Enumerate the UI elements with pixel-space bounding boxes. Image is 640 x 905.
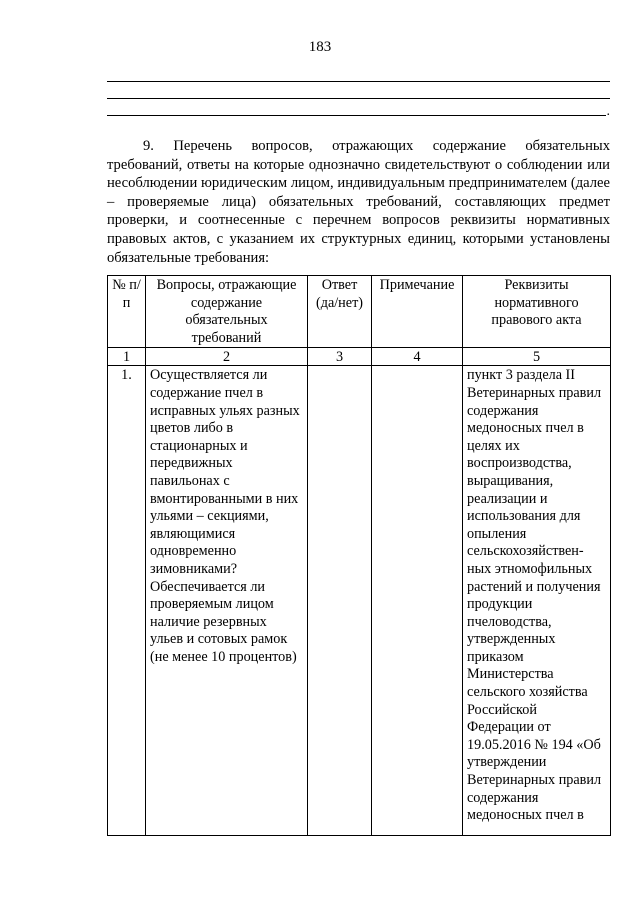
header-num: № п/п [108,276,146,348]
section-9-paragraph: 9. Перечень вопросов, отражающих содержание обязательных требований, ответы на которые однозначно свидетельствуют о соблюдении или несоблюдении юридическим лицом, индивидуальным предпринимателем (далее – проверяемые лица) обязательных требований, составляющих предмет проверки, и соотнесенные с перечнем вопросов реквизиты нормативных правовых актов, с указанием их структурных единиц, которыми установлены обязательные требования: [107,138,610,266]
column-number: 4 [372,348,463,366]
header-note: Примечание [372,276,463,348]
header-answer: Ответ (да/нет) [308,276,372,348]
row-number: 1. [108,366,146,836]
requirements-table [107,275,611,836]
page-number: 183 [308,39,332,55]
column-number: 1 [108,348,146,366]
table-row [108,366,611,836]
row-question: Осуществляется ли содержание пчел в исправных ульях разных цветов либо в стационарных и передвижных павильонах с вмонтированными в них ульями – секциями, являющимися одновременно зимовниками? Обеспечивается ли проверяемым лицом наличие резервных ульев и сотовых рамок (не менее 10 процентов) [146,366,308,836]
row-requisites: пункт 3 раздела II Ветеринарных правил содержания медоносных пчел в целях их воспроизводства, выращивания, реализации и использования для опыления сельскохозяйствен-ных этномофильных растений и получения продукции пчеловодства, утвержденных приказом Министерства сельского хозяйства Российской Федерации от 19.05.2016 № 194 «Об утверждении Ветеринарных правил содержания медоносных пчел в [463,366,611,836]
column-number: 3 [308,348,372,366]
column-number: 2 [146,348,308,366]
header-questions: Вопросы, отражающие содержание обязательных требований [146,276,308,348]
header-requisites: Реквизиты нормативного правового акта [463,276,611,348]
column-number-row [108,348,611,366]
blank-line [107,102,610,119]
row-answer [308,366,372,836]
blank-fill-lines [107,68,610,119]
column-number: 5 [463,348,611,366]
line-end-mark: . [606,104,610,119]
table-header-row [108,276,611,348]
blank-line [107,85,610,102]
row-note [372,366,463,836]
blank-line [107,68,610,85]
